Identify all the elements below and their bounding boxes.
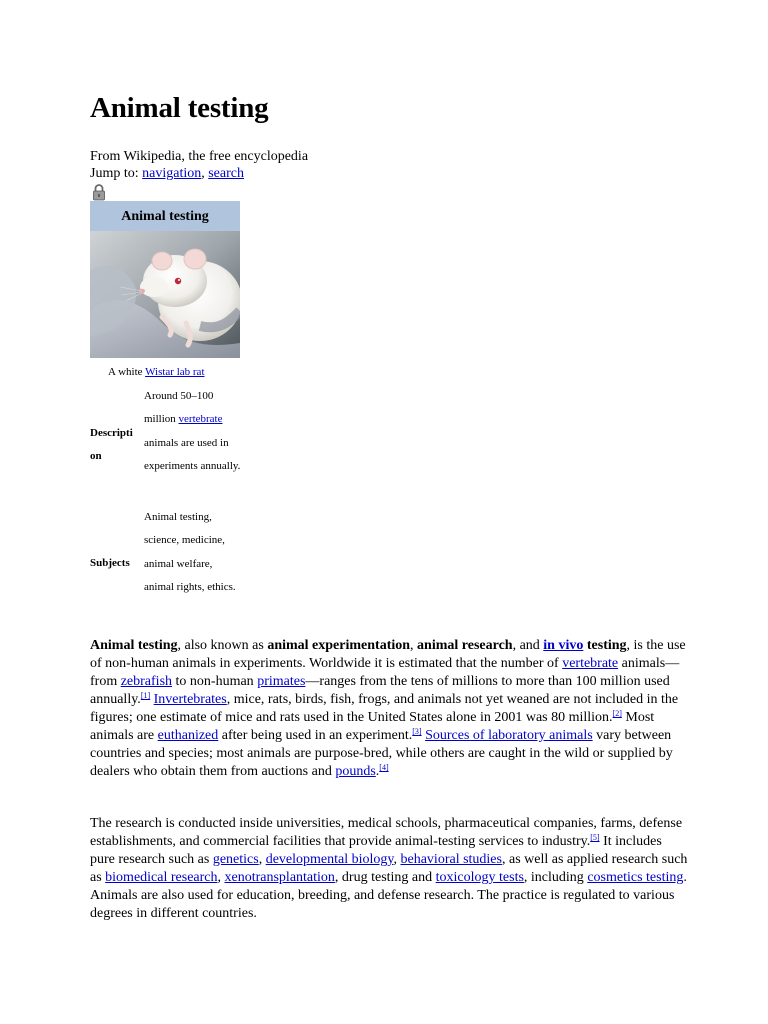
cosmetics-testing-link[interactable]: cosmetics testing — [587, 870, 684, 885]
text: animals—from — [90, 656, 680, 689]
text: , — [217, 870, 225, 885]
zebrafish-link[interactable]: zebrafish — [120, 674, 173, 689]
vertebrate-link[interactable]: vertebrate — [178, 413, 223, 426]
reference-link-5[interactable]: [5] — [590, 833, 600, 842]
sources-of-laboratory-animals-link[interactable]: Sources of laboratory animals — [425, 728, 593, 743]
text: It includes pure research such as — [90, 834, 662, 867]
text: after being used in an experiment. — [218, 728, 413, 743]
reference-link-3[interactable]: [3] — [412, 727, 422, 736]
text: , — [393, 852, 401, 867]
infobox-caption — [108, 366, 205, 378]
research-paragraph — [90, 815, 690, 923]
text: , also known as — [177, 638, 268, 653]
text: , — [410, 638, 418, 653]
text: Most animals are — [90, 710, 655, 743]
reference-link-4[interactable]: [4] — [379, 763, 389, 772]
bold-term: animal research — [417, 638, 513, 653]
biomedical-research-link[interactable]: biomedical research — [105, 870, 218, 885]
developmental-biology-link[interactable]: developmental biology — [265, 852, 394, 867]
rat-photo — [90, 231, 240, 358]
jump-navigation-link[interactable]: navigation — [142, 166, 202, 181]
text: —ranges from the tens of millions to more than 100 million used annually. — [90, 674, 670, 707]
text: The research is conducted inside universities, medical schools, pharmaceutical companies, farms, defense establishments, and commercial facilities that provide animal-testing services to industry. — [90, 816, 683, 849]
text: , and — [512, 638, 544, 653]
bold-term: Animal testing — [90, 638, 178, 653]
description-label-line2: on — [90, 450, 102, 462]
bold-term: testing — [583, 638, 627, 653]
description-label-line1: Descripti — [90, 427, 133, 439]
text: . — [375, 764, 380, 779]
xenotransplantation-link[interactable]: xenotransplantation — [224, 870, 335, 885]
invertebrates-link[interactable]: Invertebrates — [153, 692, 227, 707]
text: , including — [523, 870, 588, 885]
text: , — [258, 852, 266, 867]
description-value — [144, 385, 244, 479]
description-text: Around 50–100 million — [144, 390, 214, 426]
text: , drug testing and — [334, 870, 436, 885]
primates-link[interactable]: primates — [257, 674, 306, 689]
description-label — [90, 422, 138, 468]
text: , is the use of non-human animals in experiments. Worldwide it is estimated that the number of — [90, 638, 686, 671]
behavioral-studies-link[interactable]: behavioral studies — [400, 852, 502, 867]
intro-paragraph — [90, 637, 690, 781]
text: to non-human — [172, 674, 258, 689]
subjects-label: Subjects — [90, 557, 130, 569]
reference-link-2[interactable]: [2] — [612, 709, 622, 718]
page-title: Animal testing — [90, 92, 269, 124]
vertebrate-link[interactable]: vertebrate — [562, 656, 619, 671]
reference-link-1[interactable]: [1] — [140, 691, 151, 700]
text: , mice, rats, birds, fish, frogs, and animals not yet weaned are not included in the figures; one estimate of mice and rats used in the United States alone in 2001 was 80 million. — [90, 692, 679, 725]
toxicology-tests-link[interactable]: toxicology tests — [435, 870, 524, 885]
subjects-value: Animal testing, science, medicine, animal welfare, animal rights, ethics. — [144, 511, 236, 594]
jump-to-links — [90, 166, 244, 182]
euthanized-link[interactable]: euthanized — [157, 728, 219, 743]
pounds-link[interactable]: pounds — [335, 764, 376, 779]
text: . Animals are also used for education, breeding, and defense research. The practice is regulated to various degrees in different countries. — [90, 870, 687, 921]
text: vary between countries and species; most animals are purpose-bred, while others are caught in the wild or supplied by dealers who obtain them from auctions and — [90, 728, 673, 779]
text: , as well as applied research such as — [90, 852, 688, 885]
caption-text: A white — [108, 366, 146, 378]
tagline: From Wikipedia, the free encyclopedia — [90, 149, 309, 164]
infobox-title: Animal testing — [90, 201, 240, 231]
description-text: animals are used in experiments annually. — [144, 436, 241, 473]
wistar-rat-link[interactable]: Wistar lab rat — [145, 366, 205, 378]
jump-search-link[interactable]: search — [208, 166, 244, 181]
infobox — [90, 201, 242, 358]
genetics-link[interactable]: genetics — [212, 852, 259, 867]
in-vivo-link[interactable]: in vivo — [543, 638, 584, 653]
bold-term: animal experimentation — [267, 638, 411, 653]
jump-separator: , — [201, 166, 209, 181]
jump-to-label: Jump to: — [90, 166, 143, 181]
